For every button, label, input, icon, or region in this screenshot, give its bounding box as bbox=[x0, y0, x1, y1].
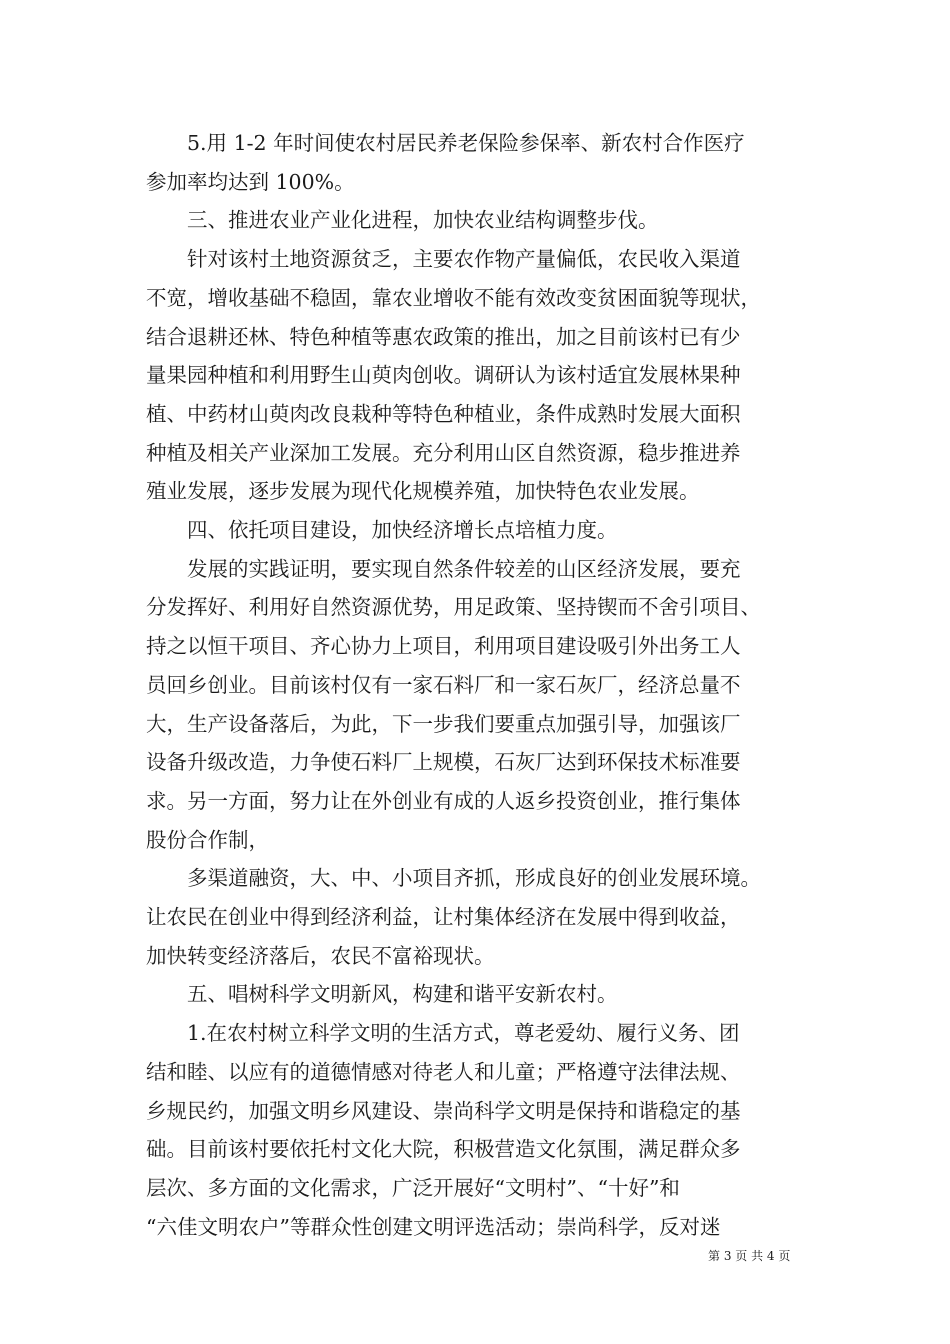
line: 大，生产设备落后，为此，下一步我们要重点加强引导，加强该厂 bbox=[146, 711, 741, 736]
paragraph-1 bbox=[146, 124, 822, 201]
document-body bbox=[146, 124, 822, 1246]
line: 让农民在创业中得到经济利益，让村集体经济在发展中得到收益， bbox=[146, 905, 741, 930]
line: 四、依托项目建设，加快经济增长点培植力度。 bbox=[187, 518, 618, 543]
paragraph-6 bbox=[146, 859, 822, 975]
line: 多渠道融资，大、中、小项目齐抓，形成良好的创业发展环境。 bbox=[187, 866, 761, 891]
paragraph-3 bbox=[146, 240, 822, 511]
line: 殖业发展，逐步发展为现代化规模养殖，加快特色农业发展。 bbox=[146, 479, 700, 504]
line: 结和睦、以应有的道德情感对待老人和儿童；严格遵守法律法规、 bbox=[146, 1059, 741, 1084]
section-heading-3 bbox=[146, 201, 822, 240]
line: 针对该村土地资源贫乏，主要农作物产量偏低，农民收入渠道 bbox=[187, 247, 741, 272]
line: 员回乡创业。目前该村仅有一家石料厂和一家石灰厂，经济总量不 bbox=[146, 672, 741, 697]
line: 发展的实践证明，要实现自然条件较差的山区经济发展，要充 bbox=[187, 556, 741, 581]
line: 分发挥好、利用好自然资源优势，用足政策、坚持锲而不舍引项目、 bbox=[146, 595, 761, 620]
line: 量果园种植和利用野生山萸肉创收。调研认为该村适宜发展林果种 bbox=[146, 363, 741, 388]
page-number-footer: 第 3 页 共 4 页 bbox=[708, 1249, 791, 1263]
line: 植、中药材山萸肉改良栽种等特色种植业，条件成熟时发展大面积 bbox=[146, 401, 741, 426]
line: 股份合作制， bbox=[146, 827, 269, 852]
line: 5.用 1-2 年时间使农村居民养老保险参保率、新农村合作医疗 bbox=[187, 131, 745, 155]
line: 求。另一方面，努力让在外创业有成的人返乡投资创业，推行集体 bbox=[146, 788, 741, 813]
line: 参加率均达到 100%。 bbox=[146, 169, 355, 194]
line: 设备升级改造，力争使石料厂上规模，石灰厂达到环保技术标准要 bbox=[146, 750, 741, 775]
line: 1.在农村树立科学文明的生活方式，尊老爱幼、履行义务、团 bbox=[187, 1021, 740, 1046]
line: 持之以恒干项目、齐心协力上项目，利用项目建设吸引外出务工人 bbox=[146, 634, 741, 659]
line: “六佳文明农户”等群众性创建文明评选活动；崇尚科学，反对迷 bbox=[146, 1214, 721, 1239]
line: 不宽，增收基础不稳固，靠农业增收不能有效改变贫困面貌等现状， bbox=[146, 285, 761, 310]
line: 结合退耕还林、特色种植等惠农政策的推出，加之目前该村已有少 bbox=[146, 324, 741, 349]
line: 础。目前该村要依托村文化大院，积极营造文化氛围，满足群众多 bbox=[146, 1137, 741, 1162]
paragraph-5 bbox=[146, 550, 822, 860]
paragraph-8 bbox=[146, 1014, 822, 1246]
line: 乡规民约，加强文明乡风建设、崇尚科学文明是保持和谐稳定的基 bbox=[146, 1098, 741, 1123]
line: 层次、多方面的文化需求，广泛开展好“文明村”、“十好”和 bbox=[146, 1175, 680, 1200]
line: 五、唱树科学文明新风，构建和谐平安新农村。 bbox=[187, 982, 618, 1007]
section-heading-5 bbox=[146, 975, 822, 1014]
section-heading-4 bbox=[146, 511, 822, 550]
line: 种植及相关产业深加工发展。充分利用山区自然资源，稳步推进养 bbox=[146, 440, 741, 465]
line: 三、推进农业产业化进程，加快农业结构调整步伐。 bbox=[187, 208, 659, 233]
line: 加快转变经济落后，农民不富裕现状。 bbox=[146, 943, 495, 968]
